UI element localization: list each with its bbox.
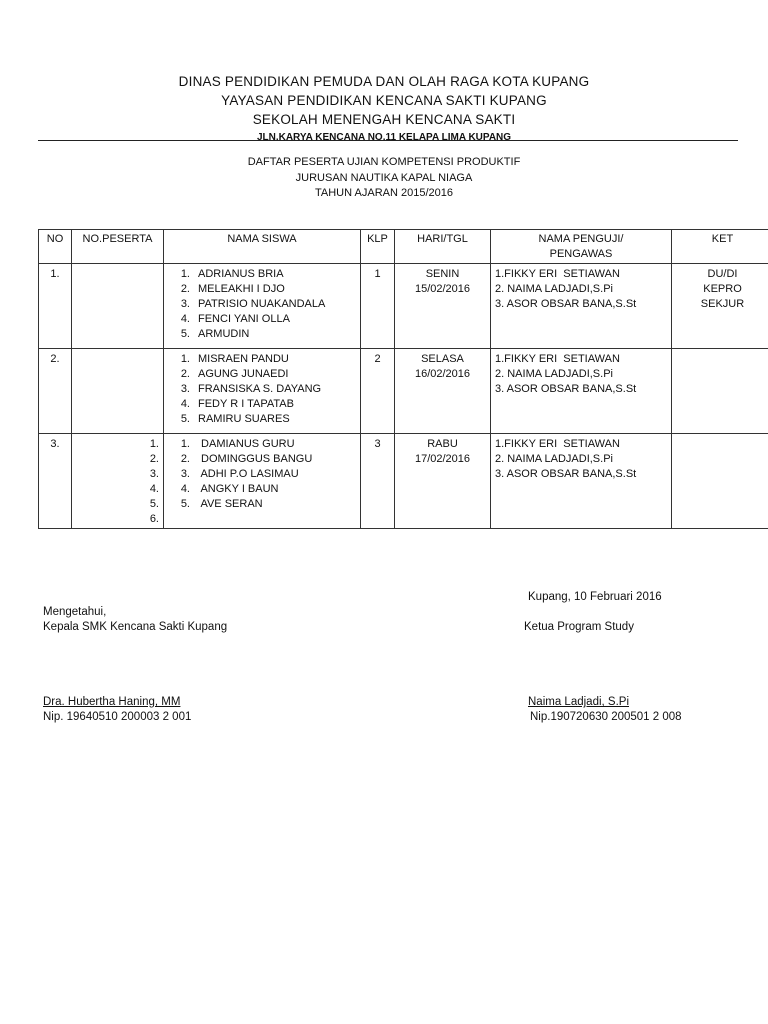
student-number: 4. bbox=[180, 398, 190, 410]
cell-klp: 2 bbox=[361, 349, 395, 434]
student-name: DAMIANUS GURU bbox=[198, 438, 295, 450]
table-row bbox=[39, 434, 768, 529]
right-signatory-nip: Nip.190720630 200501 2 008 bbox=[530, 711, 682, 723]
right-signatory-role: Ketua Program Study bbox=[524, 621, 634, 633]
letterhead-line-1: DINAS PENDIDIKAN PEMUDA DAN OLAH RAGA KOTA KUPANG bbox=[178, 74, 590, 89]
header-klp: KLP bbox=[361, 230, 395, 264]
left-signatory-role: Kepala SMK Kencana Sakti Kupang bbox=[43, 621, 228, 633]
no-peserta-item: 4. bbox=[149, 483, 159, 495]
exam-day: RABU bbox=[427, 438, 458, 450]
cell-hari-tgl bbox=[395, 434, 491, 529]
cell-nama-siswa bbox=[164, 264, 361, 349]
student-number: 3. bbox=[180, 383, 190, 395]
cell-no: 2. bbox=[39, 349, 72, 434]
student-number: 1. bbox=[180, 268, 190, 280]
title-line-2: JURUSAN NAUTIKA KAPAL NIAGA bbox=[295, 171, 473, 184]
student-item bbox=[168, 312, 356, 327]
student-number: 1. bbox=[180, 353, 190, 365]
student-number: 4. bbox=[180, 313, 190, 325]
student-number: 5. bbox=[180, 498, 190, 510]
student-name: RAMIRU SUARES bbox=[198, 413, 290, 425]
student-item bbox=[168, 497, 356, 512]
header-penguji-line-1: NAMA PENGUJI/ bbox=[538, 233, 624, 245]
student-name: FENCI YANI OLLA bbox=[198, 313, 290, 325]
student-item bbox=[168, 452, 356, 467]
cell-penguji bbox=[491, 264, 672, 349]
cell-penguji bbox=[491, 349, 672, 434]
document-title bbox=[0, 155, 768, 202]
no-peserta-item: 5. bbox=[149, 498, 159, 510]
ket-item: DU/DI bbox=[707, 268, 738, 280]
student-item bbox=[168, 282, 356, 297]
examiner-item: 1.FIKKY ERI SETIAWAN bbox=[495, 268, 620, 280]
left-signatory-nip: Nip. 19640510 200003 2 001 bbox=[43, 711, 192, 723]
student-number: 5. bbox=[180, 413, 190, 425]
header-no: NO bbox=[39, 230, 72, 264]
student-number: 3. bbox=[180, 468, 190, 480]
no-peserta-item: 2. bbox=[149, 453, 159, 465]
cell-klp: 3 bbox=[361, 434, 395, 529]
student-item bbox=[168, 397, 356, 412]
cell-nama-siswa bbox=[164, 349, 361, 434]
ket-item: KEPRO bbox=[703, 283, 742, 295]
student-item bbox=[168, 352, 356, 367]
student-item bbox=[168, 367, 356, 382]
student-item bbox=[168, 267, 356, 282]
exam-date: 15/02/2016 bbox=[414, 283, 471, 295]
cell-ket bbox=[672, 434, 768, 529]
student-item bbox=[168, 382, 356, 397]
table-row bbox=[39, 349, 768, 434]
letterhead bbox=[0, 72, 768, 145]
student-number: 2. bbox=[180, 368, 190, 380]
student-name: ADHI P.O LASIMAU bbox=[198, 468, 299, 480]
title-line-1: DAFTAR PESERTA UJIAN KOMPETENSI PRODUKTIF bbox=[247, 156, 521, 168]
mengetahui-label: Mengetahui, bbox=[43, 606, 107, 618]
student-name: FRANSISKA S. DAYANG bbox=[198, 383, 322, 395]
student-number: 2. bbox=[180, 453, 190, 465]
cell-nama-siswa bbox=[164, 434, 361, 529]
student-number: 3. bbox=[180, 298, 190, 310]
examiner-item: 2. NAIMA LADJADI,S.Pi bbox=[495, 283, 613, 295]
exam-day: SENIN bbox=[425, 268, 460, 280]
exam-date: 17/02/2016 bbox=[414, 453, 471, 465]
cell-penguji bbox=[491, 434, 672, 529]
student-item bbox=[168, 467, 356, 482]
student-name: AVE SERAN bbox=[198, 498, 263, 510]
participant-table bbox=[38, 229, 768, 529]
left-signatory-name: Dra. Hubertha Haning, MM bbox=[43, 696, 181, 708]
letterhead-address: JLN.KARYA KENCANA NO.11 KELAPA LIMA KUPANG bbox=[256, 132, 512, 143]
cell-no-peserta bbox=[72, 264, 164, 349]
examiner-item: 2. NAIMA LADJADI,S.Pi bbox=[495, 368, 613, 380]
student-name: MELEAKHI I DJO bbox=[198, 283, 285, 295]
cell-hari-tgl bbox=[395, 349, 491, 434]
student-number: 2. bbox=[180, 283, 190, 295]
cell-klp: 1 bbox=[361, 264, 395, 349]
no-peserta-item: 6. bbox=[149, 513, 159, 525]
cell-no: 3. bbox=[39, 434, 72, 529]
student-item bbox=[168, 482, 356, 497]
student-item bbox=[168, 297, 356, 312]
student-item bbox=[168, 412, 356, 427]
examiner-item: 1.FIKKY ERI SETIAWAN bbox=[495, 353, 620, 365]
examiner-item: 3. ASOR OBSAR BANA,S.St bbox=[495, 468, 637, 480]
student-number: 5. bbox=[180, 328, 190, 340]
right-signatory-name: Naima Ladjadi, S.Pi bbox=[528, 696, 629, 708]
exam-day: SELASA bbox=[421, 353, 464, 365]
header-nama-siswa: NAMA SISWA bbox=[164, 230, 361, 264]
examiner-item: 1.FIKKY ERI SETIAWAN bbox=[495, 438, 620, 450]
cell-ket bbox=[672, 349, 768, 434]
cell-no-peserta bbox=[72, 349, 164, 434]
student-number: 4. bbox=[180, 483, 190, 495]
student-name: ANGKY I BAUN bbox=[198, 483, 279, 495]
header-hari-tgl: HARI/TGL bbox=[395, 230, 491, 264]
letterhead-divider bbox=[38, 140, 738, 141]
header-no-peserta: NO.PESERTA bbox=[72, 230, 164, 264]
student-item bbox=[168, 327, 356, 342]
examiner-item: 3. ASOR OBSAR BANA,S.St bbox=[495, 298, 637, 310]
table-row bbox=[39, 264, 768, 349]
no-peserta-item: 3. bbox=[149, 468, 159, 480]
cell-no: 1. bbox=[39, 264, 72, 349]
student-name: ADRIANUS BRIA bbox=[198, 268, 284, 280]
examiner-item: 3. ASOR OBSAR BANA,S.St bbox=[495, 383, 637, 395]
student-name: MISRAEN PANDU bbox=[198, 353, 289, 365]
student-name: FEDY R I TAPATAB bbox=[198, 398, 294, 410]
exam-date: 16/02/2016 bbox=[414, 368, 471, 380]
student-number: 1. bbox=[180, 438, 190, 450]
cell-no-peserta bbox=[72, 434, 164, 529]
title-line-3: TAHUN AJARAN 2015/2016 bbox=[315, 187, 453, 199]
student-name: ARMUDIN bbox=[198, 328, 250, 340]
table-header-row bbox=[39, 230, 768, 264]
letterhead-line-3: SEKOLAH MENENGAH KENCANA SAKTI bbox=[252, 112, 516, 127]
letterhead-line-2: YAYASAN PENDIDIKAN KENCANA SAKTI KUPANG bbox=[221, 93, 547, 108]
student-name: AGUNG JUNAEDI bbox=[198, 368, 289, 380]
cell-ket bbox=[672, 264, 768, 349]
header-penguji bbox=[491, 230, 672, 264]
student-name: DOMINGGUS BANGU bbox=[198, 453, 313, 465]
student-name: PATRISIO NUAKANDALA bbox=[198, 298, 326, 310]
student-item bbox=[168, 437, 356, 452]
ket-item: SEKJUR bbox=[700, 298, 745, 310]
header-penguji-line-2: PENGAWAS bbox=[549, 248, 613, 260]
place-date: Kupang, 10 Februari 2016 bbox=[528, 591, 662, 603]
no-peserta-item: 1. bbox=[149, 438, 159, 450]
cell-hari-tgl bbox=[395, 264, 491, 349]
header-ket: KET bbox=[672, 230, 768, 264]
examiner-item: 2. NAIMA LADJADI,S.Pi bbox=[495, 453, 613, 465]
